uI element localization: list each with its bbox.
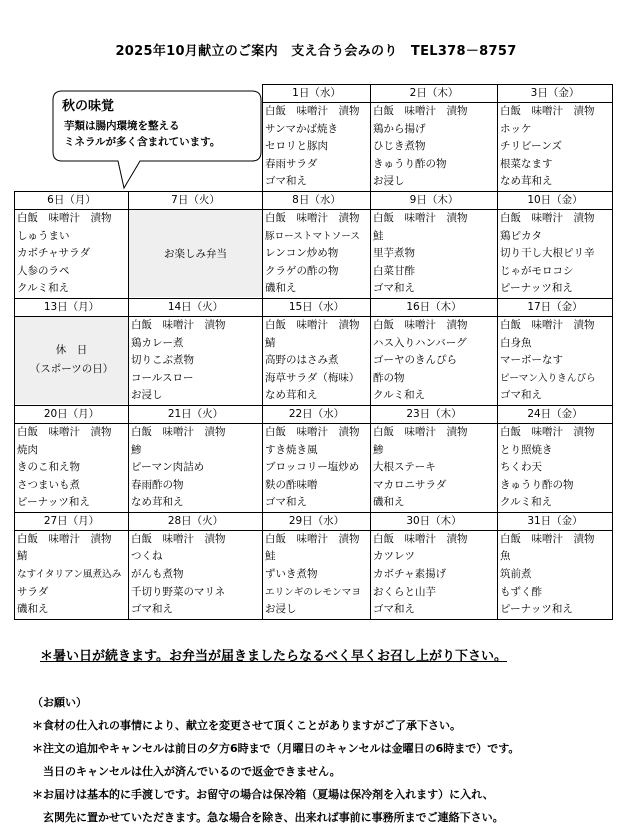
menu-item: なすイタリアン風煮込み (17, 569, 122, 581)
menu-item: カボチャサラダ (17, 247, 91, 260)
menu-item: すき焼き風 (265, 443, 318, 456)
request-line: 玄関先に置かせていただきます。急な場合を除き、出来れば事前に事務所までご連絡下さい。 (32, 811, 504, 824)
menu-item: さつまいも煮 (17, 478, 80, 491)
menu-item: 春雨サラダ (265, 157, 318, 170)
menu-item: 里芋煮物 (373, 247, 415, 260)
day-header: 30日（木） (371, 513, 497, 531)
menu-item: 白飯 味噌汁 漬物 (131, 425, 226, 438)
callout-title: 秋の味覚 (62, 99, 115, 114)
menu-item: きゅうり酢の物 (500, 478, 574, 491)
day-header: 20日（月） (15, 406, 128, 424)
menu-item: マーボーなす (500, 354, 563, 367)
menu-item: サラダ (17, 585, 49, 598)
menu-item: もずく酢 (500, 585, 542, 598)
menu-item: 白飯 味噌汁 漬物 (373, 532, 468, 545)
day-header: 9日（木） (371, 192, 497, 210)
menu-item: 筑前煮 (500, 568, 532, 581)
menu-item: カボチャ素揚げ (373, 568, 447, 581)
menu-item: ずいき煮物 (265, 568, 318, 581)
day-header: 8日（水） (263, 192, 370, 210)
day-header: 14日（火） (129, 299, 262, 317)
menu-item: ひじき煮物 (373, 140, 426, 153)
day-cell (263, 85, 371, 192)
day-cell (129, 512, 263, 619)
menu-item: なめ茸和え (131, 496, 184, 509)
menu-item: エリンギのレモンマヨ (265, 586, 361, 598)
day-cell (15, 191, 129, 298)
menu-item: 春雨酢の物 (131, 478, 184, 491)
menu-item: がんも煮物 (131, 568, 184, 581)
menu-item: コールスロー (131, 371, 194, 384)
menu-item: 白飯 味噌汁 漬物 (17, 532, 112, 545)
menu-item: きのこ和え物 (17, 461, 80, 474)
menu-item: 根菜なます (500, 157, 553, 170)
menu-item: 白飯 味噌汁 漬物 (265, 211, 360, 224)
menu-item: ゴーヤのきんぴら (373, 354, 457, 367)
menu-item: しゅうまい (17, 229, 70, 242)
request-line: ＊お届けは基本的に手渡しです。お留守の場合は保冷箱（夏場は保冷剤を入れます）に入れ、 (32, 788, 494, 801)
request-line: 当日のキャンセルは仕入が済んでいるので返金できません。 (32, 765, 341, 778)
menu-item: 焼肉 (17, 443, 38, 456)
menu-item: マカロニサラダ (373, 478, 447, 491)
menu-item: とり照焼き (500, 443, 553, 456)
menu-item: チリビーンズ (500, 140, 563, 153)
week-row (15, 298, 613, 405)
day-header: 10日（金） (498, 192, 612, 210)
special-bento-label: お楽しみ弁当 (129, 210, 262, 297)
menu-item: 切り干し大根ピリ辛 (500, 247, 595, 260)
menu-item: 大根ステーキ (373, 461, 436, 474)
menu-item: 切りこぶ煮物 (131, 354, 194, 367)
menu-item: カツレツ (373, 550, 415, 563)
menu-item: ピーナッツ和え (500, 282, 573, 295)
day-header: 24日（金） (498, 406, 612, 424)
day-cell (371, 298, 498, 405)
requests-title: （お願い） (32, 696, 87, 709)
menu-item: 白飯 味噌汁 漬物 (131, 532, 226, 545)
menu-item: 魚 (500, 550, 511, 563)
day-header: 31日（金） (498, 513, 612, 531)
menu-item: 白菜甘酢 (373, 264, 415, 277)
menu-item: 高野のはさみ煮 (265, 354, 339, 367)
menu-item: 豚ローストマトソース (265, 230, 360, 242)
menu-item: 白飯 味噌汁 漬物 (500, 105, 595, 117)
day-header: 27日（月） (15, 513, 128, 531)
menu-item: 白飯 味噌汁 漬物 (265, 532, 360, 545)
day-header: 3日（金） (498, 85, 612, 103)
menu-item: サンマかば焼き (265, 122, 338, 135)
day-cell (371, 85, 498, 192)
menu-item: ピーナッツ和え (17, 496, 90, 509)
menu-item: 白飯 味噌汁 漬物 (373, 211, 468, 224)
menu-item: 白飯 味噌汁 漬物 (17, 211, 112, 224)
request-line: ＊注文の追加やキャンセルは前日の夕方6時まで（月曜日のキャンセルは金曜日の6時まで）です。 (32, 742, 520, 755)
menu-item: ゴマ和え (500, 389, 542, 402)
menu-item: ピーマン肉詰め (131, 461, 205, 474)
menu-item: 磯和え (373, 496, 405, 509)
day-cell (371, 191, 498, 298)
menu-item: なめ茸和え (500, 175, 553, 188)
menu-item: 白飯 味噌汁 漬物 (131, 318, 226, 331)
request-line: ＊食材の仕入れの事情により、献立を変更させて頂くことがありますがご了承下さい。 (32, 719, 461, 732)
menu-item: ゴマ和え (373, 603, 415, 616)
page-title: 2025年10月献立のご案内 支え合う会みのり TEL378－8757 (115, 44, 517, 59)
menu-item: 磯和え (17, 603, 49, 616)
holiday-label (15, 317, 128, 404)
menu-item: 白飯 味噌汁 漬物 (500, 211, 595, 224)
menu-item: ゴマ和え (265, 175, 307, 188)
day-cell (498, 85, 613, 192)
menu-item: 海草サラダ（梅味） (265, 371, 360, 384)
menu-item: 白飯 味噌汁 漬物 (500, 318, 595, 331)
menu-item: 白飯 味噌汁 漬物 (265, 425, 360, 438)
day-cell (371, 405, 498, 512)
autumn-taste-callout (52, 90, 262, 176)
menu-item: クラゲの酢の物 (265, 264, 339, 277)
week-row (15, 512, 613, 619)
week-row (15, 191, 613, 298)
day-cell (129, 298, 263, 405)
menu-item: 白飯 味噌汁 漬物 (500, 425, 595, 438)
day-cell (15, 512, 129, 619)
day-header: 28日（火） (129, 513, 262, 531)
menu-item: 白飯 味噌汁 漬物 (373, 105, 468, 117)
menu-item: 白飯 味噌汁 漬物 (265, 318, 360, 331)
menu-item: ホッケ (500, 122, 532, 135)
week-row (15, 405, 613, 512)
day-header: 21日（火） (129, 406, 262, 424)
menu-item: クルミ和え (17, 282, 70, 295)
day-header: 23日（木） (371, 406, 497, 424)
menu-item: 鯖 (265, 336, 276, 349)
day-cell (15, 405, 129, 512)
menu-item: 鶏カレー煮 (131, 336, 184, 349)
day-header: 29日（水） (263, 513, 370, 531)
menu-item: お浸し (373, 175, 405, 188)
day-cell (129, 191, 263, 298)
menu-item: じゃがモロコシ (500, 264, 574, 277)
day-cell (129, 405, 263, 512)
menu-item: 白飯 味噌汁 漬物 (17, 425, 112, 438)
menu-item: おくらと山芋 (373, 585, 436, 598)
menu-item: ピーマン入りきんぴら (500, 372, 596, 384)
menu-item: 磯和え (265, 282, 297, 295)
menu-item: 鯵 (373, 443, 384, 456)
menu-item: 白飯 味噌汁 漬物 (373, 425, 468, 438)
heat-notice: ＊暑い日が続きます。お弁当が届きましたらなるべく早くお召し上がり下さい。 (40, 649, 507, 664)
day-header: 22日（水） (263, 406, 370, 424)
day-header: 7日（火） (129, 192, 262, 210)
day-cell (498, 191, 613, 298)
holiday-text: （スポーツの日） (29, 363, 114, 376)
menu-item: 千切り野菜のマリネ (131, 585, 226, 598)
day-cell (263, 298, 371, 405)
holiday-text: 休 日 (55, 344, 88, 357)
menu-item: 人参のラペ (17, 264, 70, 277)
menu-item: ブロッコリー塩炒め (265, 461, 360, 474)
menu-item: ハス入りハンバーグ (373, 336, 467, 349)
day-header: 15日（水） (263, 299, 370, 317)
menu-item: お浸し (131, 389, 163, 402)
day-cell (15, 298, 129, 405)
menu-item: きゅうり酢の物 (373, 157, 447, 170)
day-cell (263, 405, 371, 512)
menu-item: 鯵 (131, 443, 142, 456)
day-header: 6日（月） (15, 192, 128, 210)
day-cell (498, 405, 613, 512)
callout-line: ミネラルが多く含まれています。 (64, 136, 221, 148)
menu-item: クルミ和え (500, 496, 553, 509)
menu-item: 麩の酢味噌 (265, 478, 318, 491)
day-header: 16日（木） (371, 299, 497, 317)
day-cell (263, 191, 371, 298)
menu-item: ピーナッツ和え (500, 603, 573, 616)
day-cell (263, 512, 371, 619)
day-cell (498, 512, 613, 619)
menu-item: 白飯 味噌汁 漬物 (373, 318, 468, 331)
menu-item: セロリと豚肉 (265, 140, 328, 153)
menu-item: つくね (131, 550, 163, 563)
menu-item: なめ茸和え (265, 389, 318, 402)
menu-item: ゴマ和え (373, 282, 415, 295)
day-header: 2日（木） (371, 85, 497, 103)
menu-item: 酢の物 (373, 371, 405, 384)
day-cell (371, 512, 498, 619)
menu-item: クルミ和え (373, 389, 426, 402)
menu-item: 白身魚 (500, 336, 532, 349)
menu-item: 白飯 味噌汁 漬物 (265, 105, 360, 117)
menu-item: お浸し (265, 603, 297, 616)
menu-item: 白飯 味噌汁 漬物 (500, 532, 595, 545)
day-cell (498, 298, 613, 405)
menu-item: 鶏から揚げ (373, 122, 426, 135)
day-header: 17日（金） (498, 299, 612, 317)
menu-item: ちくわ天 (500, 461, 542, 474)
menu-item: ゴマ和え (131, 603, 173, 616)
day-header: 1日（水） (263, 85, 370, 103)
menu-item: レンコン炒め物 (265, 247, 339, 260)
day-header: 13日（月） (15, 299, 128, 317)
menu-item: ゴマ和え (265, 496, 307, 509)
menu-item: 鮭 (265, 550, 276, 563)
menu-item: 鯖 (17, 550, 28, 563)
menu-item: 鮭 (373, 229, 384, 242)
menu-item: 鶏ピカタ (500, 229, 542, 242)
callout-line: 芋類は腸内環境を整える (64, 120, 180, 132)
